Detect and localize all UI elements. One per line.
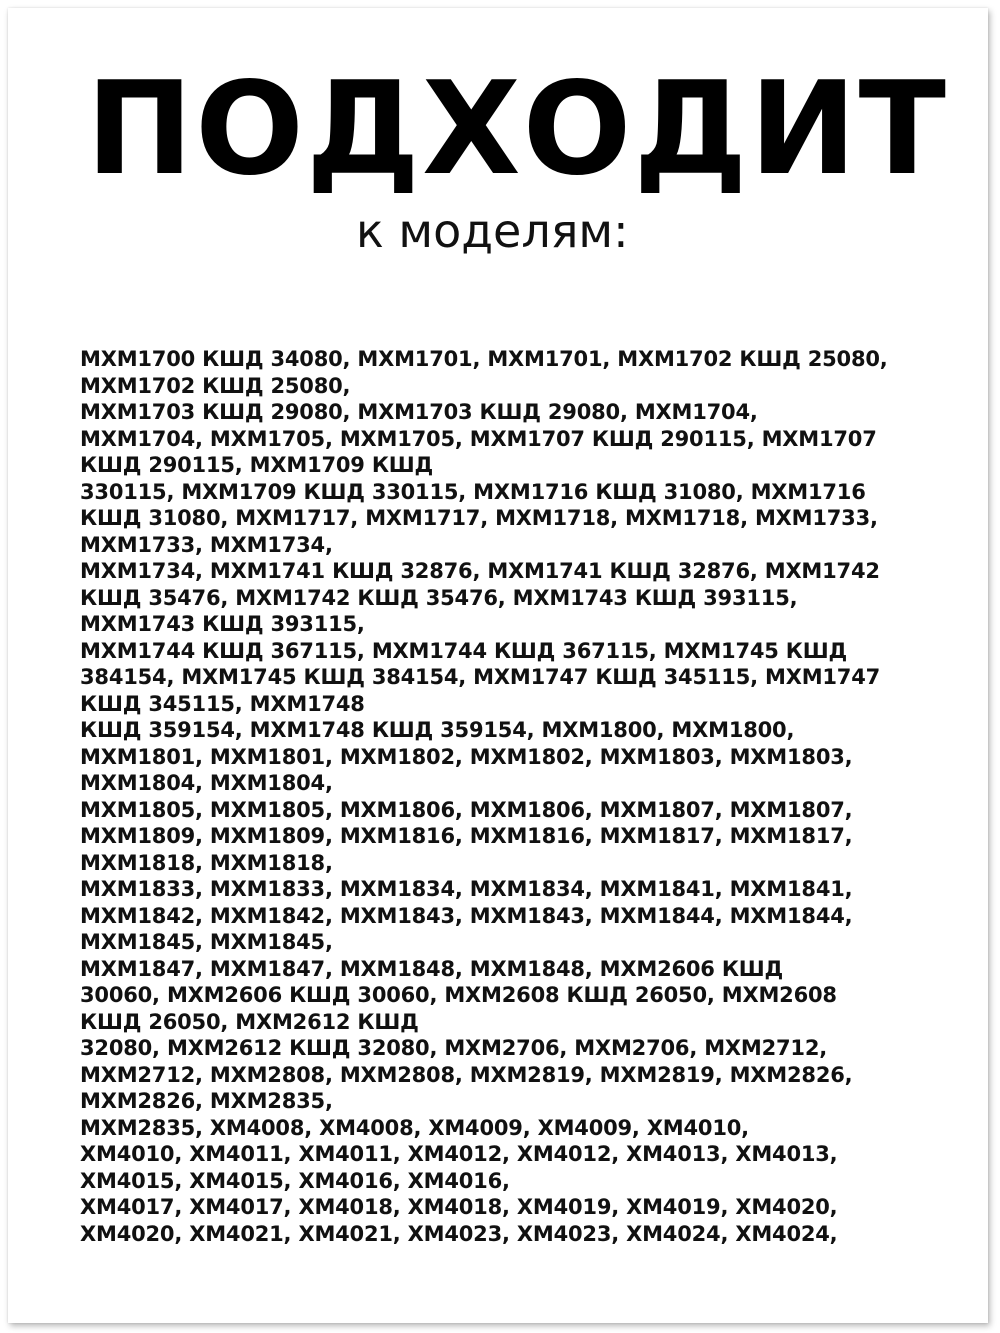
model-line: MXM1809, MXM1809, MXM1816, MXM1816, MXM1817, MXM1817, bbox=[80, 824, 853, 848]
model-line: MXM2712, MXM2808, MXM2808, MXM2819, MXM2819, MXM2826, bbox=[80, 1062, 853, 1087]
page-subtitle: к моделям: bbox=[356, 204, 629, 258]
model-line: MXM1702 КШД 25080, bbox=[80, 373, 351, 398]
model-line: MXM1801, MXM1801, MXM1802, MXM1802, MXM1803, MXM1803, bbox=[80, 744, 853, 769]
model-line: 30060, MXM2606 КШД 30060, MXM2608 КШД 26050, MXM2608 bbox=[80, 983, 837, 1007]
model-line: XM4010, XM4011, XM4011, XM4012, XM4012, XM4013, XM4013, bbox=[80, 1142, 838, 1166]
model-line: MXM1704, MXM1705, MXM1705, MXM1707 КШД 290115, MXM1707 bbox=[80, 426, 877, 451]
model-line: MXM1804, MXM1804, bbox=[80, 771, 333, 795]
model-line: MXM1833, MXM1833, MXM1834, MXM1834, MXM1841, MXM1841, bbox=[80, 877, 853, 901]
model-line: MXM1700 КШД 34080, MXM1701, MXM1701, MXM1702 КШД 25080, bbox=[80, 347, 888, 371]
model-line: КШД 35476, MXM1742 КШД 35476, MXM1743 КШД 393115, bbox=[80, 585, 798, 610]
model-line: XM4015, XM4015, XM4016, XM4016, bbox=[80, 1168, 510, 1193]
model-line: КШД 26050, MXM2612 КШД bbox=[80, 1009, 419, 1034]
model-line: 330115, MXM1709 КШД 330115, MXM1716 КШД 31080, MXM1716 bbox=[80, 479, 866, 504]
model-line: MXM2826, MXM2835, bbox=[80, 1089, 333, 1113]
model-line: КШД 31080, MXM1717, MXM1717, MXM1718, MXM1718, MXM1733, bbox=[80, 506, 878, 530]
model-line: КШД 359154, MXM1748 КШД 359154, MXM1800, MXM1800, bbox=[80, 718, 795, 742]
model-line: MXM1703 КШД 29080, MXM1703 КШД 29080, MXM1704, bbox=[80, 400, 758, 424]
model-line: MXM1847, MXM1847, MXM1848, MXM1848, MXM2606 КШД bbox=[80, 956, 784, 981]
model-line: MXM1805, MXM1805, MXM1806, MXM1806, MXM1807, MXM1807, bbox=[80, 797, 853, 822]
model-line: MXM1743 КШД 393115, bbox=[80, 612, 365, 636]
model-line: MXM1845, MXM1845, bbox=[80, 930, 333, 954]
model-line: КШД 290115, MXM1709 КШД bbox=[80, 453, 434, 477]
model-line: КШД 345115, MXM1748 bbox=[80, 691, 365, 716]
model-line: MXM1744 КШД 367115, MXM1744 КШД 367115, MXM1745 КШД bbox=[80, 638, 848, 663]
model-line: XM4017, XM4017, XM4018, XM4018, XM4019, XM4019, XM4020, bbox=[80, 1195, 838, 1219]
model-line: MXM1734, MXM1741 КШД 32876, MXM1741 КШД 32876, MXM1742 bbox=[80, 559, 880, 583]
model-list bbox=[80, 346, 960, 1247]
model-line: MXM1733, MXM1734, bbox=[80, 532, 333, 557]
model-line: 32080, MXM2612 КШД 32080, MXM2706, MXM2706, MXM2712, bbox=[80, 1036, 828, 1060]
model-line: MXM1842, MXM1842, MXM1843, MXM1843, MXM1844, MXM1844, bbox=[80, 903, 853, 928]
page-title: ПОДХОДИТ bbox=[86, 55, 948, 204]
model-line: 384154, MXM1745 КШД 384154, MXM1747 КШД 345115, MXM1747 bbox=[80, 665, 881, 689]
document-card bbox=[8, 8, 988, 1323]
model-line: MXM2835, XM4008, XM4008, XM4009, XM4009, XM4010, bbox=[80, 1115, 749, 1140]
model-line: XM4020, XM4021, XM4021, XM4023, XM4023, XM4024, XM4024, bbox=[80, 1221, 838, 1246]
model-line: MXM1818, MXM1818, bbox=[80, 850, 333, 875]
